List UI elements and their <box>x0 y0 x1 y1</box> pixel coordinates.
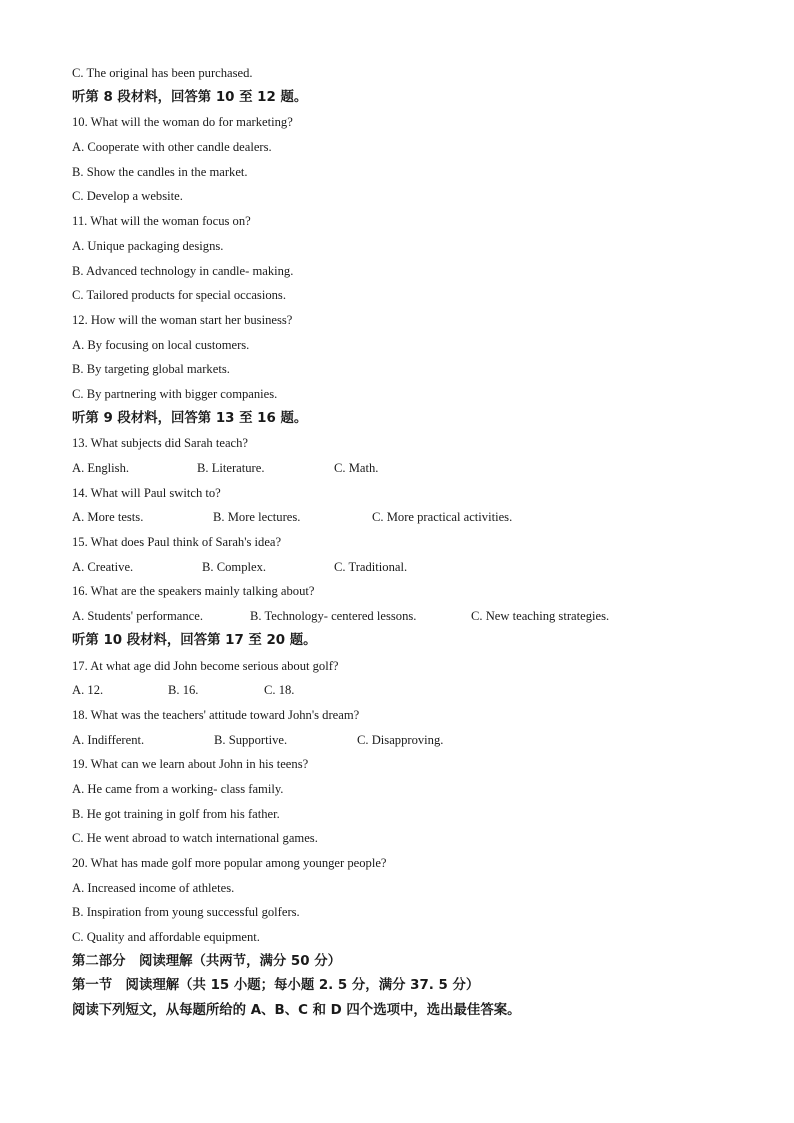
options-row-q14 <box>72 507 732 532</box>
option-a-q20: A. Increased income of athletes. <box>72 880 235 895</box>
option-b-q10: B. Show the candles in the market. <box>72 164 248 179</box>
option-b-q20: B. Inspiration from young successful golfers. <box>72 905 300 920</box>
option-c-q10: C. Develop a website. <box>72 189 183 204</box>
option-b-q11: B. Advanced technology in candle- making. <box>72 263 294 278</box>
option-b-q16: B. Technology- centered lessons. <box>250 609 417 624</box>
option-a-q14: A. More tests. <box>72 510 144 525</box>
option-c-q20: C. Quality and affordable equipment. <box>72 930 260 945</box>
option-a-q16: A. Students' performance. <box>72 609 203 624</box>
option-c-q15: C. Traditional. <box>334 559 408 574</box>
options-row-q16 <box>72 606 732 631</box>
question-20: 20. What has made golf more popular among younger people? <box>72 856 387 870</box>
option-c-q13: C. Math. <box>334 461 379 475</box>
option-c-q14: C. More practical activities. <box>372 510 513 525</box>
question-18: 18. What was the teachers' attitude toward John's dream? <box>72 707 360 722</box>
option-b-q13: B. Literature. <box>197 461 265 475</box>
option-c-q12: C. By partnering with bigger companies. <box>72 386 278 401</box>
option-c-q17: C. 18. <box>264 683 295 698</box>
option-a-q18: A. Indifferent. <box>72 732 145 747</box>
option-a-q12: A. By focusing on local customers. <box>72 337 250 352</box>
option-b-q14: B. More lectures. <box>213 510 301 525</box>
option-c-q16: C. New teaching strategies. <box>471 609 610 624</box>
question-16: 16. What are the speakers mainly talking about? <box>72 584 315 599</box>
options-row-q13 <box>72 458 732 483</box>
question-15: 15. What does Paul think of Sarah's idea? <box>72 535 282 550</box>
section-heading-8: 听第 8 段材料，回答第 10 至 12 题。 <box>72 89 308 105</box>
option-a-q13: A. English. <box>72 461 130 475</box>
option-b-q19: B. He got training in golf from his father. <box>72 806 280 821</box>
section-heading-10: 听第 10 段材料，回答第 17 至 20 题。 <box>72 632 317 648</box>
question-19: 19. What can we learn about John in his teens? <box>72 757 309 772</box>
option-b-q15: B. Complex. <box>202 559 267 574</box>
option-b-q18: B. Supportive. <box>214 732 288 747</box>
option-a-q19: A. He came from a working- class family. <box>72 781 284 796</box>
section-one-heading: 第一节 阅读理解（共 15 小题；每小题 2. 5 分，满分 37. 5 分） <box>72 978 480 994</box>
options-row-q15 <box>72 557 732 582</box>
option-a-q11: A. Unique packaging designs. <box>72 238 224 253</box>
option-a-q15: A. Creative. <box>72 559 134 574</box>
instructions: 阅读下列短文，从每题所给的 A、B、C 和 D 四个选项中，选出最佳答案。 <box>72 1003 521 1019</box>
option-c-q19: C. He went abroad to watch international games. <box>72 831 318 846</box>
document-page <box>72 63 732 1026</box>
part-two-heading: 第二部分 阅读理解（共两节，满分 50 分） <box>72 953 341 969</box>
options-row-q18 <box>72 730 732 755</box>
option-b-q17: B. 16. <box>168 683 199 698</box>
option-c-q11: C. Tailored products for special occasions. <box>72 288 286 303</box>
option-c-q18: C. Disapproving. <box>357 732 444 747</box>
option-a-q17: A. 12. <box>72 683 104 698</box>
option-a-q10: A. Cooperate with other candle dealers. <box>72 140 272 155</box>
option-b-q12: B. By targeting global markets. <box>72 362 230 377</box>
question-14: 14. What will Paul switch to? <box>72 485 221 500</box>
option-c-q9: C. The original has been purchased. <box>72 66 253 80</box>
question-17: 17. At what age did John become serious about golf? <box>72 658 339 673</box>
options-row-q17 <box>72 680 732 705</box>
question-11: 11. What will the woman focus on? <box>72 214 251 229</box>
question-13: 13. What subjects did Sarah teach? <box>72 436 249 451</box>
section-heading-9: 听第 9 段材料，回答第 13 至 16 题。 <box>72 410 308 426</box>
question-12: 12. How will the woman start her business? <box>72 312 293 327</box>
question-10: 10. What will the woman do for marketing? <box>72 115 293 130</box>
